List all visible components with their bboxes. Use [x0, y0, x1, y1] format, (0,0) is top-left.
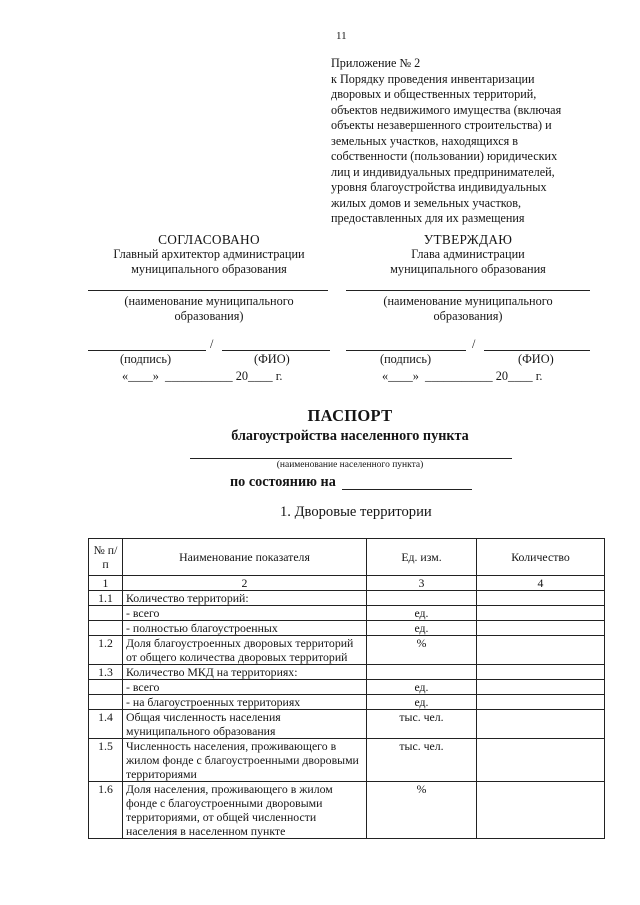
approval-left-sign-line [88, 350, 206, 351]
header-qty: Количество [477, 539, 605, 576]
appendix-line: предоставленных для их размещения [331, 211, 525, 225]
row-qty [477, 665, 605, 680]
approval-right-name-line [346, 290, 590, 291]
row-name: - на благоустроенных территориях [123, 695, 367, 710]
table-row [89, 665, 605, 680]
approval-right-date: «____» ___________ 20____ г. [382, 369, 543, 383]
row-num [89, 621, 123, 636]
approval-right-role-2: муниципального образования [390, 262, 546, 276]
approval-right-sign-line [346, 350, 466, 351]
row-num: 1.1 [89, 591, 123, 606]
row-name: - всего [123, 606, 367, 621]
approval-right-fio-line [484, 350, 590, 351]
approval-right-slash: / [472, 337, 476, 351]
row-num [89, 606, 123, 621]
approval-left-name-hint [90, 294, 328, 324]
approval-right-heading: УТВЕРЖДАЮ [423, 232, 513, 247]
row-unit: ед. [367, 695, 477, 710]
column-number-row [89, 576, 605, 591]
column-number: 4 [477, 576, 605, 591]
row-qty [477, 680, 605, 695]
section-title: 1. Дворовые территории [280, 504, 432, 520]
appendix-line: собственности (пользовании) юридических [331, 149, 558, 163]
appendix-line: земельных участков, находящихся в [331, 133, 519, 148]
table-row [89, 710, 605, 739]
appendix-line: дворовых и общественных территорий, [331, 87, 537, 101]
name-hint-line: образования) [174, 309, 244, 323]
approval-left-role-2: муниципального образования [131, 262, 287, 276]
row-name: - всего [123, 680, 367, 695]
row-name: Доля населения, проживающего в жилом фонде с благоустроенными дворовыми территориями, от общей численности населения в населенном пункте [123, 782, 367, 839]
table-row [89, 636, 605, 665]
header-unit: Ед. изм. [367, 539, 477, 576]
row-qty [477, 739, 605, 782]
table-row [89, 695, 605, 710]
row-name: Количество территорий: [123, 591, 367, 606]
row-unit: % [367, 636, 477, 665]
appendix-line: уровня благоустройства индивидуальных [331, 180, 547, 194]
row-unit: ед. [367, 606, 477, 621]
row-name: Общая численность населения муниципального образования [123, 710, 367, 739]
row-num: 1.4 [89, 710, 123, 739]
table-row [89, 739, 605, 782]
row-num [89, 680, 123, 695]
name-hint-line: (наименование муниципального [124, 294, 294, 308]
appendix-line: объектов недвижимого имущества (включая [331, 102, 562, 117]
row-qty [477, 606, 605, 621]
table-row [89, 591, 605, 606]
settlement-name-line [190, 458, 512, 459]
row-qty [477, 621, 605, 636]
row-name: - полностью благоустроенных [123, 621, 367, 636]
approval-left-fio-label: (ФИО) [254, 352, 290, 366]
table-row [89, 680, 605, 695]
appendix-line: жилых домов и земельных участков, [331, 195, 521, 210]
appendix-line: Приложение № 2 [331, 56, 421, 70]
approval-left-role-1: Главный архитектор администрации [113, 247, 305, 261]
row-unit: ед. [367, 621, 477, 636]
row-name: Доля благоустроенных дворовых территорий от общего количества дворовых территорий [123, 636, 367, 665]
row-unit [367, 591, 477, 606]
row-unit: тыс. чел. [367, 739, 477, 782]
approval-right-role-1: Глава администрации [411, 247, 525, 261]
row-qty [477, 695, 605, 710]
column-number: 2 [123, 576, 367, 591]
row-qty [477, 782, 605, 839]
approval-left [90, 232, 328, 277]
row-unit [367, 665, 477, 680]
row-unit: ед. [367, 680, 477, 695]
header-name: Наименование показателя [123, 539, 367, 576]
row-qty [477, 636, 605, 665]
approval-left-heading: СОГЛАСОВАНО [158, 232, 260, 247]
row-num: 1.5 [89, 739, 123, 782]
table-header-row [89, 539, 605, 576]
approval-right [348, 232, 588, 277]
approval-left-fio-line [222, 350, 330, 351]
name-hint-line: (наименование муниципального [383, 294, 553, 308]
table-row [89, 782, 605, 839]
appendix-line: к Порядку проведения инвентаризации [331, 71, 535, 86]
approval-right-fio-label: (ФИО) [518, 352, 554, 366]
row-qty [477, 710, 605, 739]
page-number: 11 [336, 30, 347, 42]
appendix-line: лиц и индивидуальных предпринимателей, [331, 164, 555, 179]
column-number: 1 [89, 576, 123, 591]
row-qty [477, 591, 605, 606]
indicators-table [88, 538, 605, 839]
approval-right-sign-label: (подпись) [380, 352, 432, 366]
approval-left-name-line [88, 290, 328, 291]
table-row [89, 606, 605, 621]
appendix-line: объекты незавершенного строительства) и [331, 118, 552, 132]
passport-subtitle: благоустройства населенного пункта [231, 428, 469, 444]
row-name: Численность населения, проживающего в жилом фонде с благоустроенными дворовыми территориями [123, 739, 367, 782]
name-hint-line: образования) [433, 309, 503, 323]
appendix-block [331, 56, 621, 227]
table-row [89, 621, 605, 636]
approval-left-date: «____» ___________ 20____ г. [122, 369, 283, 383]
approval-left-slash: / [210, 337, 214, 351]
passport-title: ПАСПОРТ [307, 406, 393, 425]
settlement-caption: (наименование населенного пункта) [276, 460, 424, 470]
row-unit: % [367, 782, 477, 839]
row-num [89, 695, 123, 710]
column-number: 3 [367, 576, 477, 591]
approval-left-sign-label: (подпись) [120, 352, 172, 366]
row-num: 1.2 [89, 636, 123, 665]
header-num: № п/п [89, 539, 123, 576]
row-num: 1.6 [89, 782, 123, 839]
approval-right-name-hint [348, 294, 588, 324]
status-date-line [342, 489, 472, 490]
row-num: 1.3 [89, 665, 123, 680]
row-unit: тыс. чел. [367, 710, 477, 739]
row-name: Количество МКД на территориях: [123, 665, 367, 680]
status-label: по состоянию на [230, 474, 336, 490]
